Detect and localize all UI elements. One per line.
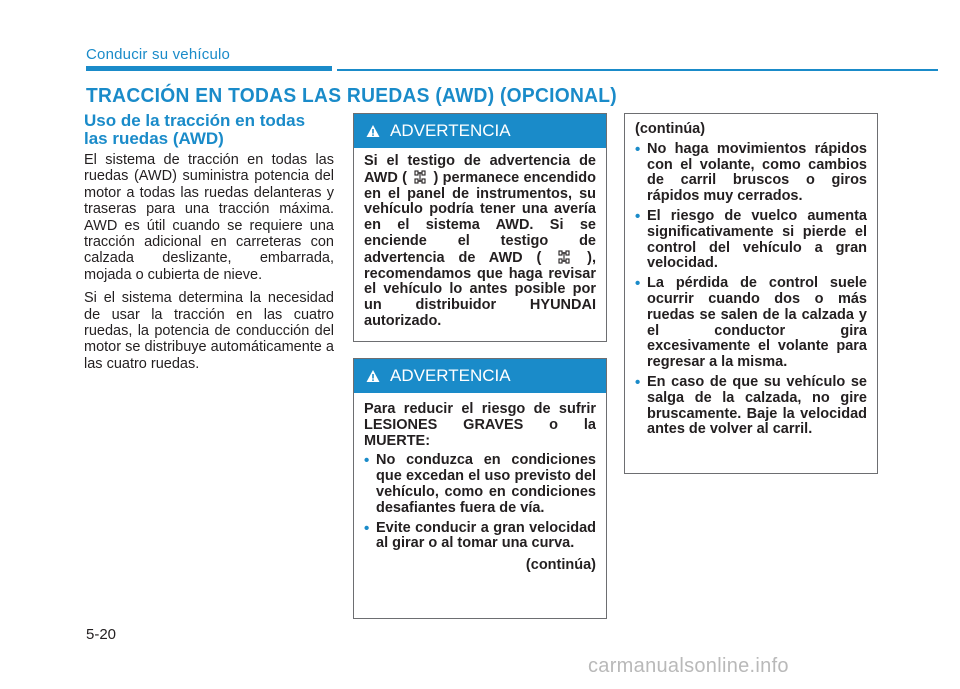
page-number: 5-20 <box>86 626 117 643</box>
warning-box-serious-injury <box>353 358 607 619</box>
warning-bullet-list <box>635 142 867 438</box>
list-item: • El riesgo de vuelco aumenta significativamente si pierde el control del vehículo a gran velocidad. <box>635 207 867 272</box>
awd-warning-icon <box>414 170 426 184</box>
warning-triangle-icon <box>366 124 380 138</box>
awd-warning-icon <box>558 250 570 264</box>
warning-header <box>354 359 606 393</box>
list-item: • Evite conducir a gran velocidad al girar o al tomar una curva. <box>364 519 596 552</box>
subsection-title-line-2: las ruedas (AWD) <box>84 129 224 148</box>
section-title: Conducir su vehículo <box>86 46 231 63</box>
warning-heading: ADVERTENCIA <box>390 366 511 385</box>
body-paragraph-2: Si el sistema determina la necesidad de usar la tracción en las cuatro ruedas, la potencia de conducción del motor se distribuye automáticamente a las cuatro ruedas. <box>84 290 334 372</box>
warning-body <box>354 148 606 336</box>
body-text <box>84 152 334 379</box>
header-rule-thin <box>337 69 938 71</box>
warning-body <box>625 114 877 444</box>
warning-intro: Para reducir el riesgo de sufrir LESIONES GRAVES o la MUERTE: <box>364 401 596 449</box>
warning-body <box>354 393 606 580</box>
watermark: carmanualsonline.info <box>588 655 789 677</box>
subsection-title-line-1: Uso de la tracción en todas <box>84 111 306 130</box>
bullet-icon: • <box>364 519 370 537</box>
list-item: • No haga movimientos rápidos con el volante, como cambios de carril bruscos o giros rápidos muy cerrados. <box>635 140 867 205</box>
warning-heading: ADVERTENCIA <box>390 121 511 140</box>
warning-text-part-2: ) permanece encendido en el panel de instrumentos, su vehículo podría tener una avería en el sistema AWD. Si se enciende el testigo de advertencia de AWD ( <box>364 169 597 266</box>
warning-box-awd-indicator <box>353 113 607 342</box>
bullet-icon: • <box>635 275 641 293</box>
continued-label: (continúa) <box>635 121 706 137</box>
subsection-title <box>84 112 334 148</box>
warning-triangle-icon <box>366 369 380 383</box>
bullet-icon: • <box>635 207 641 225</box>
continues-label: (continúa) <box>525 557 596 574</box>
list-item: • En caso de que su vehículo se salga de la calzada, no gire bruscamente. Baje la velocidad antes de volver al carril. <box>635 373 867 438</box>
bullet-icon: • <box>364 452 370 470</box>
bullet-icon: • <box>635 373 641 391</box>
list-item: • No conduzca en condiciones que excedan el uso previsto del vehículo, como en condiciones desafiantes fuera de vía. <box>364 452 596 516</box>
header-rule-thick <box>86 66 332 71</box>
warning-header <box>354 114 606 148</box>
warning-text-part-1: Si el testigo de advertencia de AWD ( <box>364 153 596 186</box>
warning-text-part-3: ), recomendamos que haga revisar el vehículo lo antes posible por un distribuidor HYUNDAI autorizado. <box>364 249 597 329</box>
bullet-icon: • <box>635 140 641 158</box>
body-paragraph-1: El sistema de tracción en todas las ruedas (AWD) suministra potencia del motor a todas las ruedas delanteras y traseras para una tracción máxima. AWD es útil cuando se requiere una tracción adicional en carreteras con calzada deslizante, embarrada, mojada o cubierta de nieve. <box>84 152 334 283</box>
warning-box-continued <box>624 113 878 474</box>
list-item: • La pérdida de control suele ocurrir cuando dos o más ruedas se salen de la calzada y el conductor gira excesivamente el volante para regresar a la misma. <box>635 275 867 371</box>
page-title: TRACCIÓN EN TODAS LAS RUEDAS (AWD) (OPCIONAL) <box>86 85 617 107</box>
warning-bullet-list <box>364 453 596 552</box>
